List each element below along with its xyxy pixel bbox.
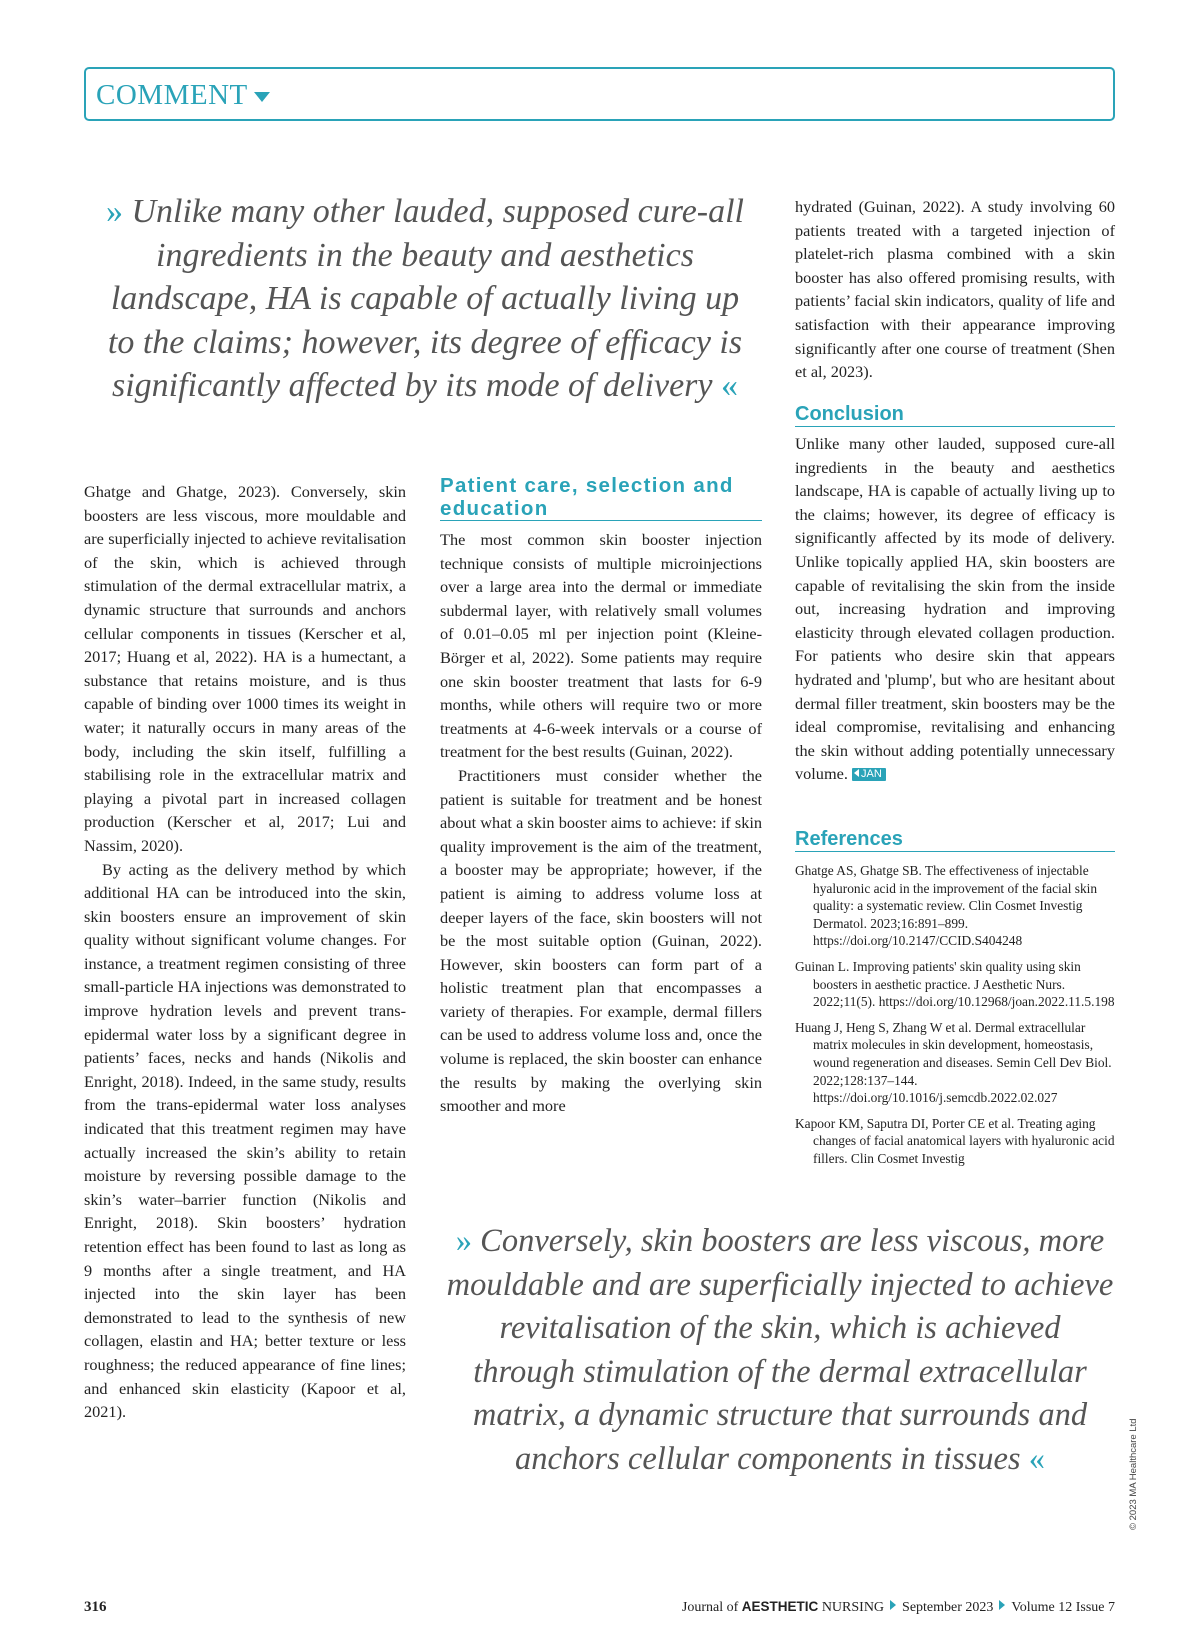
- caret-down-icon: [254, 92, 270, 102]
- references-list: [795, 862, 1115, 1176]
- reference-item: Guinan L. Improving patients' skin quality using skin boosters in aesthetic practice. J Aesthetic Nurs. 2022;11(5). https://doi.org/10.12968/joan.2022.11.5.198: [795, 958, 1115, 1010]
- heading-references: References: [795, 827, 1115, 852]
- heading-patient-care: Patient care, selection and education: [440, 474, 762, 521]
- end-badge-text: JAN: [860, 768, 882, 781]
- column-3-top: [795, 195, 1115, 384]
- volume-issue: Volume 12 Issue 7: [1011, 1600, 1115, 1615]
- pull-quote-bottom-text: Conversely, skin boosters are less viscous, more mouldable and are superficially injected to achieve revitalisation of the skin, which is achieved through stimulation of the dermal extracellular matrix, a dynamic structure that surrounds and anchors cellular components in tissues: [446, 1223, 1114, 1477]
- reference-item: Huang J, Heng S, Zhang W et al. Dermal extracellular matrix molecules in skin development, homeostasis, wound regeneration and diseases. Semin Cell Dev Biol. 2022;128:137–144. https://doi.org/10.1016/j.semcdb.2022.02.027: [795, 1019, 1112, 1106]
- heading-conclusion: Conclusion: [795, 402, 1115, 427]
- reference-item: Kapoor KM, Saputra DI, Porter CE et al. Treating aging changes of facial anatomical layers with hyaluronic acid fillers. Clin Cosmet Investig: [795, 1115, 1115, 1166]
- reference-item: Ghatge AS, Ghatge SB. The effectiveness of injectable hyaluronic acid in the improvement of the facial skin quality: a systematic review. Clin Cosmet Investig Dermatol. 2023;16:891–899. https://doi.org/10.2147/CCID.S404248: [795, 863, 1098, 949]
- column-1: [84, 480, 406, 1424]
- conclusion-body: [795, 432, 1115, 786]
- journal-footer: [682, 1599, 1115, 1616]
- paragraph: hydrated (Guinan, 2022). A study involving 60 patients treated with a targeted injection of platelet-rich plasma combined with a skin booster has also offered promising results, with patients’ facial skin indicators, quality of life and satisfaction with their appearance improving significantly after one course of treatment (Shen et al, 2023).: [795, 197, 1115, 382]
- paragraph: Practitioners must consider whether the patient is suitable for treatment and be honest about what a skin booster aims to achieve: if skin quality improvement is the aim of the treatment, a booster may be appropriate; however, if the patient is aiming to address volume loss at deeper layers of the face, skin boosters will not be the most suitable option (Guinan, 2022). However, skin boosters can form part of a holistic treatment plan that encompasses a variety of therapies. For example, dermal fillers can be used to address volume loss and, once the volume is replaced, the skin booster can enhance the results by making the overlying skin smoother and more: [440, 765, 762, 1116]
- arrow-right-icon: [999, 1600, 1005, 1610]
- section-header-box: [84, 67, 1115, 121]
- pull-quote-bottom: [445, 1220, 1115, 1481]
- copyright-notice: © 2023 MA Healthcare Ltd: [1128, 1418, 1139, 1530]
- end-of-article-badge: [852, 768, 886, 781]
- triangle-left-icon: [854, 769, 859, 777]
- journal-suffix: NURSING: [821, 1600, 885, 1615]
- column-2: [440, 528, 762, 1118]
- section-label: [96, 79, 270, 112]
- paragraph: By acting as the delivery method by which additional HA can be introduced into the skin, skin boosters ensure an improvement of skin quality without significant volume changes. For instance, a treatment regimen consisting of three small-particle HA injections was demonstrated to improve hydration levels and prevent trans-epidermal water loss by a significant degree in patients’ faces, necks and hands (Nikolis and Enright, 2018). Indeed, in the same study, results from the trans-epidermal water loss analyses indicated that this treatment regimen may have actually increased the skin’s ability to retain moisture by reversing possible damage to the skin’s water–barrier function (Nikolis and Enright, 2018). Skin boosters’ hydration retention effect has been found to last as long as 9 months after a single treatment, and HA injected into the skin layer has been demonstrated to lead to the synthesis of new collagen, elastin and HA; better texture or less roughness; the reduced appearance of fine lines; and enhanced skin elasticity (Kapoor et al, 2021).: [84, 859, 406, 1422]
- arrow-right-icon: [890, 1600, 896, 1610]
- section-label-text: COMMENT: [96, 79, 248, 111]
- conclusion-text: Unlike many other lauded, supposed cure-all ingredients in the beauty and aesthetics landscape, HA is capable of actually living up to the claims; however, its degree of efficacy is significantly affected by its mode of delivery. Unlike topically applied HA, skin boosters are capable of revitalising the skin from the inside out, increasing hydration and improving elasticity through elevated collagen production. For patients who desire skin that appears hydrated and 'plump', but who are hesitant about dermal filler treatment, skin boosters may be the ideal compromise, revitalising and enhancing the skin without adding potentially unnecessary volume.: [795, 434, 1115, 784]
- pull-quote-top: [100, 190, 750, 408]
- page-number: 316: [84, 1599, 107, 1615]
- open-quote-mark: »: [455, 1223, 473, 1259]
- pull-quote-top-text: Unlike many other lauded, supposed cure-all ingredients in the beauty and aesthetics landscape, HA is capable of actually living up to the claims; however, its degree of efficacy is significantly affected by its mode of delivery: [107, 193, 744, 404]
- close-quote-mark: «: [721, 367, 738, 404]
- paragraph: Ghatge and Ghatge, 2023). Conversely, skin boosters are less viscous, more mouldable and are superficially injected to achieve revitalisation of the skin, which is achieved through stimulation of the dermal extracellular matrix, a dynamic structure that surrounds and anchors cellular components in tissues (Kerscher et al, 2017; Huang et al, 2022). HA is a humectant, a substance that retains moisture, and is thus capable of binding over 1000 times its weight in water; it naturally occurs in many areas of the body, including the skin itself, fulfilling a stabilising role in the extracellular matrix and playing a pivotal part in increased collagen production (Kerscher et al, 2017; Lui and Nassim, 2020).: [84, 482, 406, 855]
- open-quote-mark: »: [106, 193, 123, 230]
- close-quote-mark: «: [1028, 1440, 1045, 1477]
- journal-bold: AESTHETIC: [741, 1599, 819, 1614]
- issue-date: September 2023: [902, 1600, 994, 1615]
- journal-prefix: Journal of: [681, 1600, 739, 1615]
- paragraph: The most common skin booster injection technique consists of multiple microinjections over a large area into the dermal or immediate subdermal layer, with relatively small volumes of 0.01–0.05 ml per injection point (Kleine-Börger et al, 2022). Some patients may require one skin booster treatment that lasts for 6-9 months, while others will require two or more treatments at 4-6-week intervals or a course of treatment for the best results (Guinan, 2022).: [440, 530, 762, 762]
